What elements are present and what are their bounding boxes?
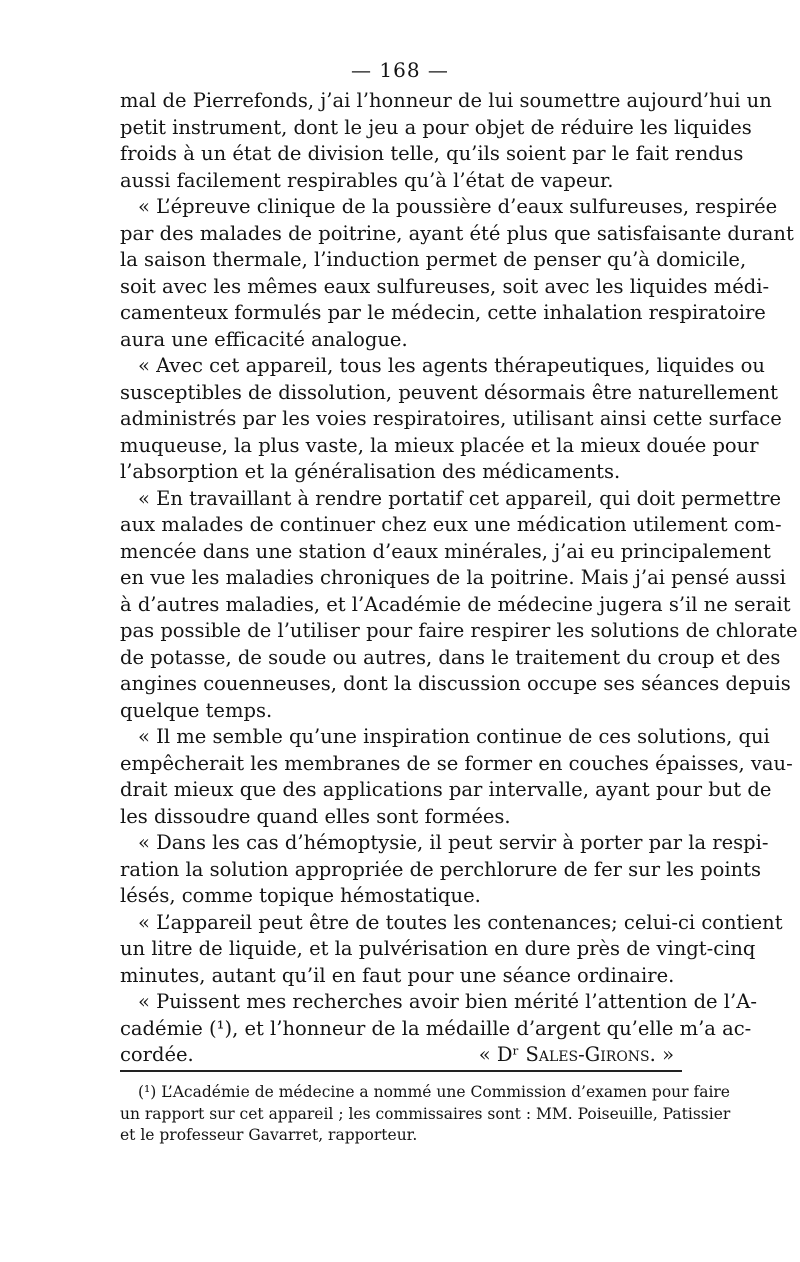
text-line: en vue les maladies chroniques de la poitrine. Mais j’ai pensé aussi [120,566,786,589]
text-line: drait mieux que des applications par intervalle, ayant pour but de [120,778,772,801]
text-line: lésés, comme topique hémostatique. [120,884,481,907]
signature-name: Sales-Girons. [525,1043,656,1066]
text-line: un litre de liquide, et la pulvérisation en dure près de vingt-cinq [120,937,756,960]
text-line: « L’épreuve clinique de la poussière d’eaux sulfureuses, respirée [138,195,778,218]
text-line: empêcherait les membranes de se former en couches épaisses, vau- [120,751,793,775]
text-line: « L’appareil peut être de toutes les contenances; celui-ci contient [138,910,783,934]
signature [479,1042,682,1069]
closing-word: cordée. [120,1043,194,1066]
footnote-line: et le professeur Gavarret, rapporteur. [120,1126,418,1144]
text-line: froids à un état de division telle, qu’ils soient par le fait rendus [120,142,744,165]
text-line: ration la solution appropriée de perchlorure de fer sur les points [120,857,762,881]
text-line: « En travaillant à rendre portatif cet appareil, qui doit permettre [138,486,782,510]
footnote-divider [120,1070,682,1072]
text-line: angines couenneuses, dont la discussion occupe ses séances depuis [120,672,791,695]
text-line: pas possible de l’utiliser pour faire respirer les solutions de chlorate [120,619,798,642]
footnote-line: un rapport sur cet appareil ; les commissaires sont : MM. Poiseuille, Patissier [120,1104,731,1123]
text-line: susceptibles de dissolution, peuvent désormais être naturellement [120,380,779,404]
text-line: mal de Pierrefonds, j’ai l’honneur de lui soumettre aujourd’hui un [120,89,772,112]
text-line: camenteux formulés par le médecin, cette inhalation respiratoire [120,301,766,324]
text-line: « Dans les cas d’hémoptysie, il peut servir à porter par la respi- [138,831,769,854]
text-line: « Il me semble qu’une inspiration continue de ces solutions, qui [138,725,770,748]
text-line: aussi facilement respirables qu’à l’état de vapeur. [120,168,614,192]
text-line: à d’autres maladies, et l’Académie de médecine jugera s’il ne serait [120,592,791,616]
text-line: cadémie (¹), et l’honneur de la médaille d’argent qu’elle m’a ac- [120,1016,752,1040]
text-line: aura une efficacité analogue. [120,327,408,351]
text-line: la saison thermale, l’induction permet de penser qu’à domicile, [120,248,747,271]
text-line: par des malades de poitrine, ayant été plus que satisfaisante durant [120,221,794,245]
text-line: petit instrument, dont le jeu a pour objet de réduire les liquides [120,115,752,139]
signature-prefix: « Dʳ [478,1043,520,1066]
signature-suffix: » [662,1043,674,1066]
text-line: aux malades de continuer chez eux une médication utilement com- [120,513,782,536]
text-line: soit avec les mêmes eaux sulfureuses, soit avec les liquides médi- [120,274,770,298]
text-line: mencée dans une station d’eaux minérales, j’ai eu principalement [120,539,771,563]
text-line: de potasse, de soude ou autres, dans le traitement du croup et des [120,645,781,669]
text-line: muqueuse, la plus vaste, la mieux placée et la mieux douée pour [120,433,759,457]
page-number: — 168 — [351,58,449,82]
body-text [120,88,798,1069]
text-line: quelque temps. [120,698,273,722]
text-line: « Puissent mes recherches avoir bien mérité l’attention de l’A- [138,990,757,1013]
text-line: « Avec cet appareil, tous les agents thérapeutiques, liquides ou [138,354,765,377]
footnote-line: (¹) L’Académie de médecine a nommé une Commission d’examen pour faire [138,1083,730,1101]
footnote [120,1082,731,1147]
text-line: minutes, autant qu’il en faut pour une séance ordinaire. [120,963,675,987]
closing-line [120,1042,682,1069]
text-line: les dissoudre quand elles sont formées. [120,804,511,828]
text-line: l’absorption et la généralisation des médicaments. [120,460,621,483]
text-line: administrés par les voies respiratoires, utilisant ainsi cette surface [120,407,782,430]
